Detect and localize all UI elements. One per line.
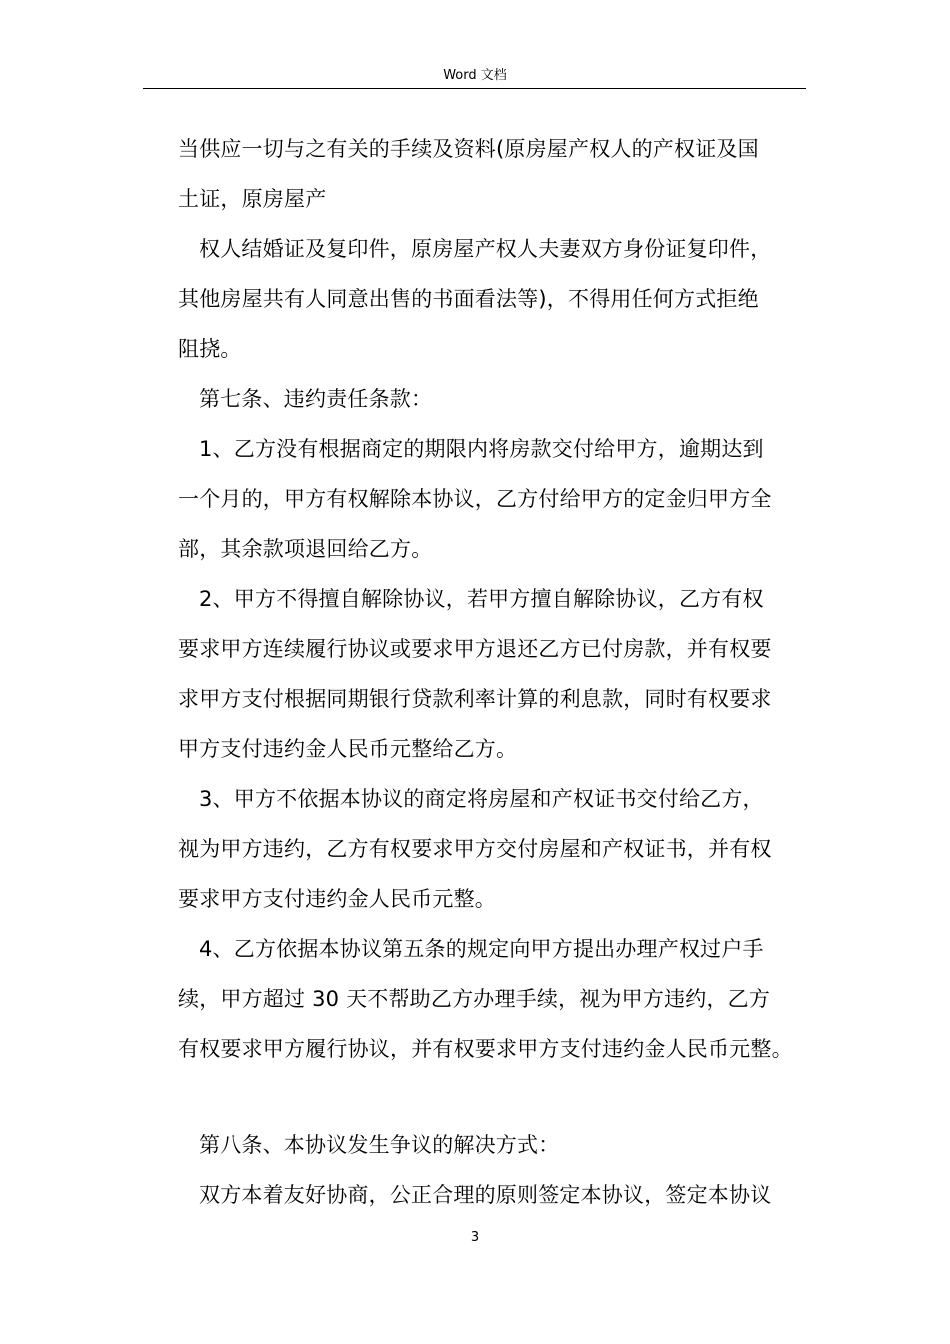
- text-line: 一个月的，甲方有权解除本协议，乙方付给甲方的定金归甲方全: [178, 487, 772, 511]
- text-line: 要求甲方连续履行协议或要求甲方退还乙方已付房款，并有权要: [178, 637, 772, 661]
- text-line: 视为甲方违约，乙方有权要求甲方交付房屋和产权证书，并有权: [178, 837, 772, 861]
- section-heading: 第七条、违约责任条款：: [199, 387, 433, 411]
- text-line: 要求甲方支付违约金人民币元整。: [178, 887, 496, 911]
- text-line: 4、乙方依据本协议第五条的规定向甲方提出办理产权过户手: [199, 937, 764, 961]
- text-line: 求甲方支付根据同期银行贷款利率计算的利息款，同时有权要求: [178, 687, 772, 711]
- text-line: 权人结婚证及复印件，原房屋产权人夫妻双方身份证复印件，: [199, 237, 772, 261]
- text-line: 当供应一切与之有关的手续及资料(原房屋产权人的产权证及国: [178, 137, 759, 161]
- header-title: Word 文档: [443, 68, 507, 83]
- text-line: 1、乙方没有根据商定的期限内将房款交付给甲方，逾期达到: [199, 437, 764, 461]
- text-line: 双方本着友好协商，公正合理的原则签定本协议，签定本协议: [199, 1183, 772, 1207]
- text-line: 3、甲方不依据本协议的商定将房屋和产权证书交付给乙方，: [199, 787, 764, 811]
- text-line: 甲方支付违约金人民币元整给乙方。: [178, 737, 518, 761]
- text-line: 有权要求甲方履行协议，并有权要求甲方支付违约金人民币元整。: [178, 1037, 793, 1061]
- page-number: 3: [470, 1230, 480, 1245]
- text-line: 部，其余款项退回给乙方。: [178, 537, 433, 561]
- text-line: 土证，原房屋产: [178, 187, 327, 211]
- text-line: 续，甲方超过 30 天不帮助乙方办理手续，视为甲方违约，乙方: [178, 987, 771, 1011]
- text-line: 其他房屋共有人同意出售的书面看法等)，不得用任何方式拒绝: [178, 287, 759, 311]
- text-line: 阻挠。: [178, 337, 242, 361]
- section-heading: 第八条、本协议发生争议的解决方式：: [199, 1133, 560, 1157]
- text-line: 2、甲方不得擅自解除协议，若甲方擅自解除协议，乙方有权: [199, 587, 764, 611]
- header-divider: [143, 88, 806, 89]
